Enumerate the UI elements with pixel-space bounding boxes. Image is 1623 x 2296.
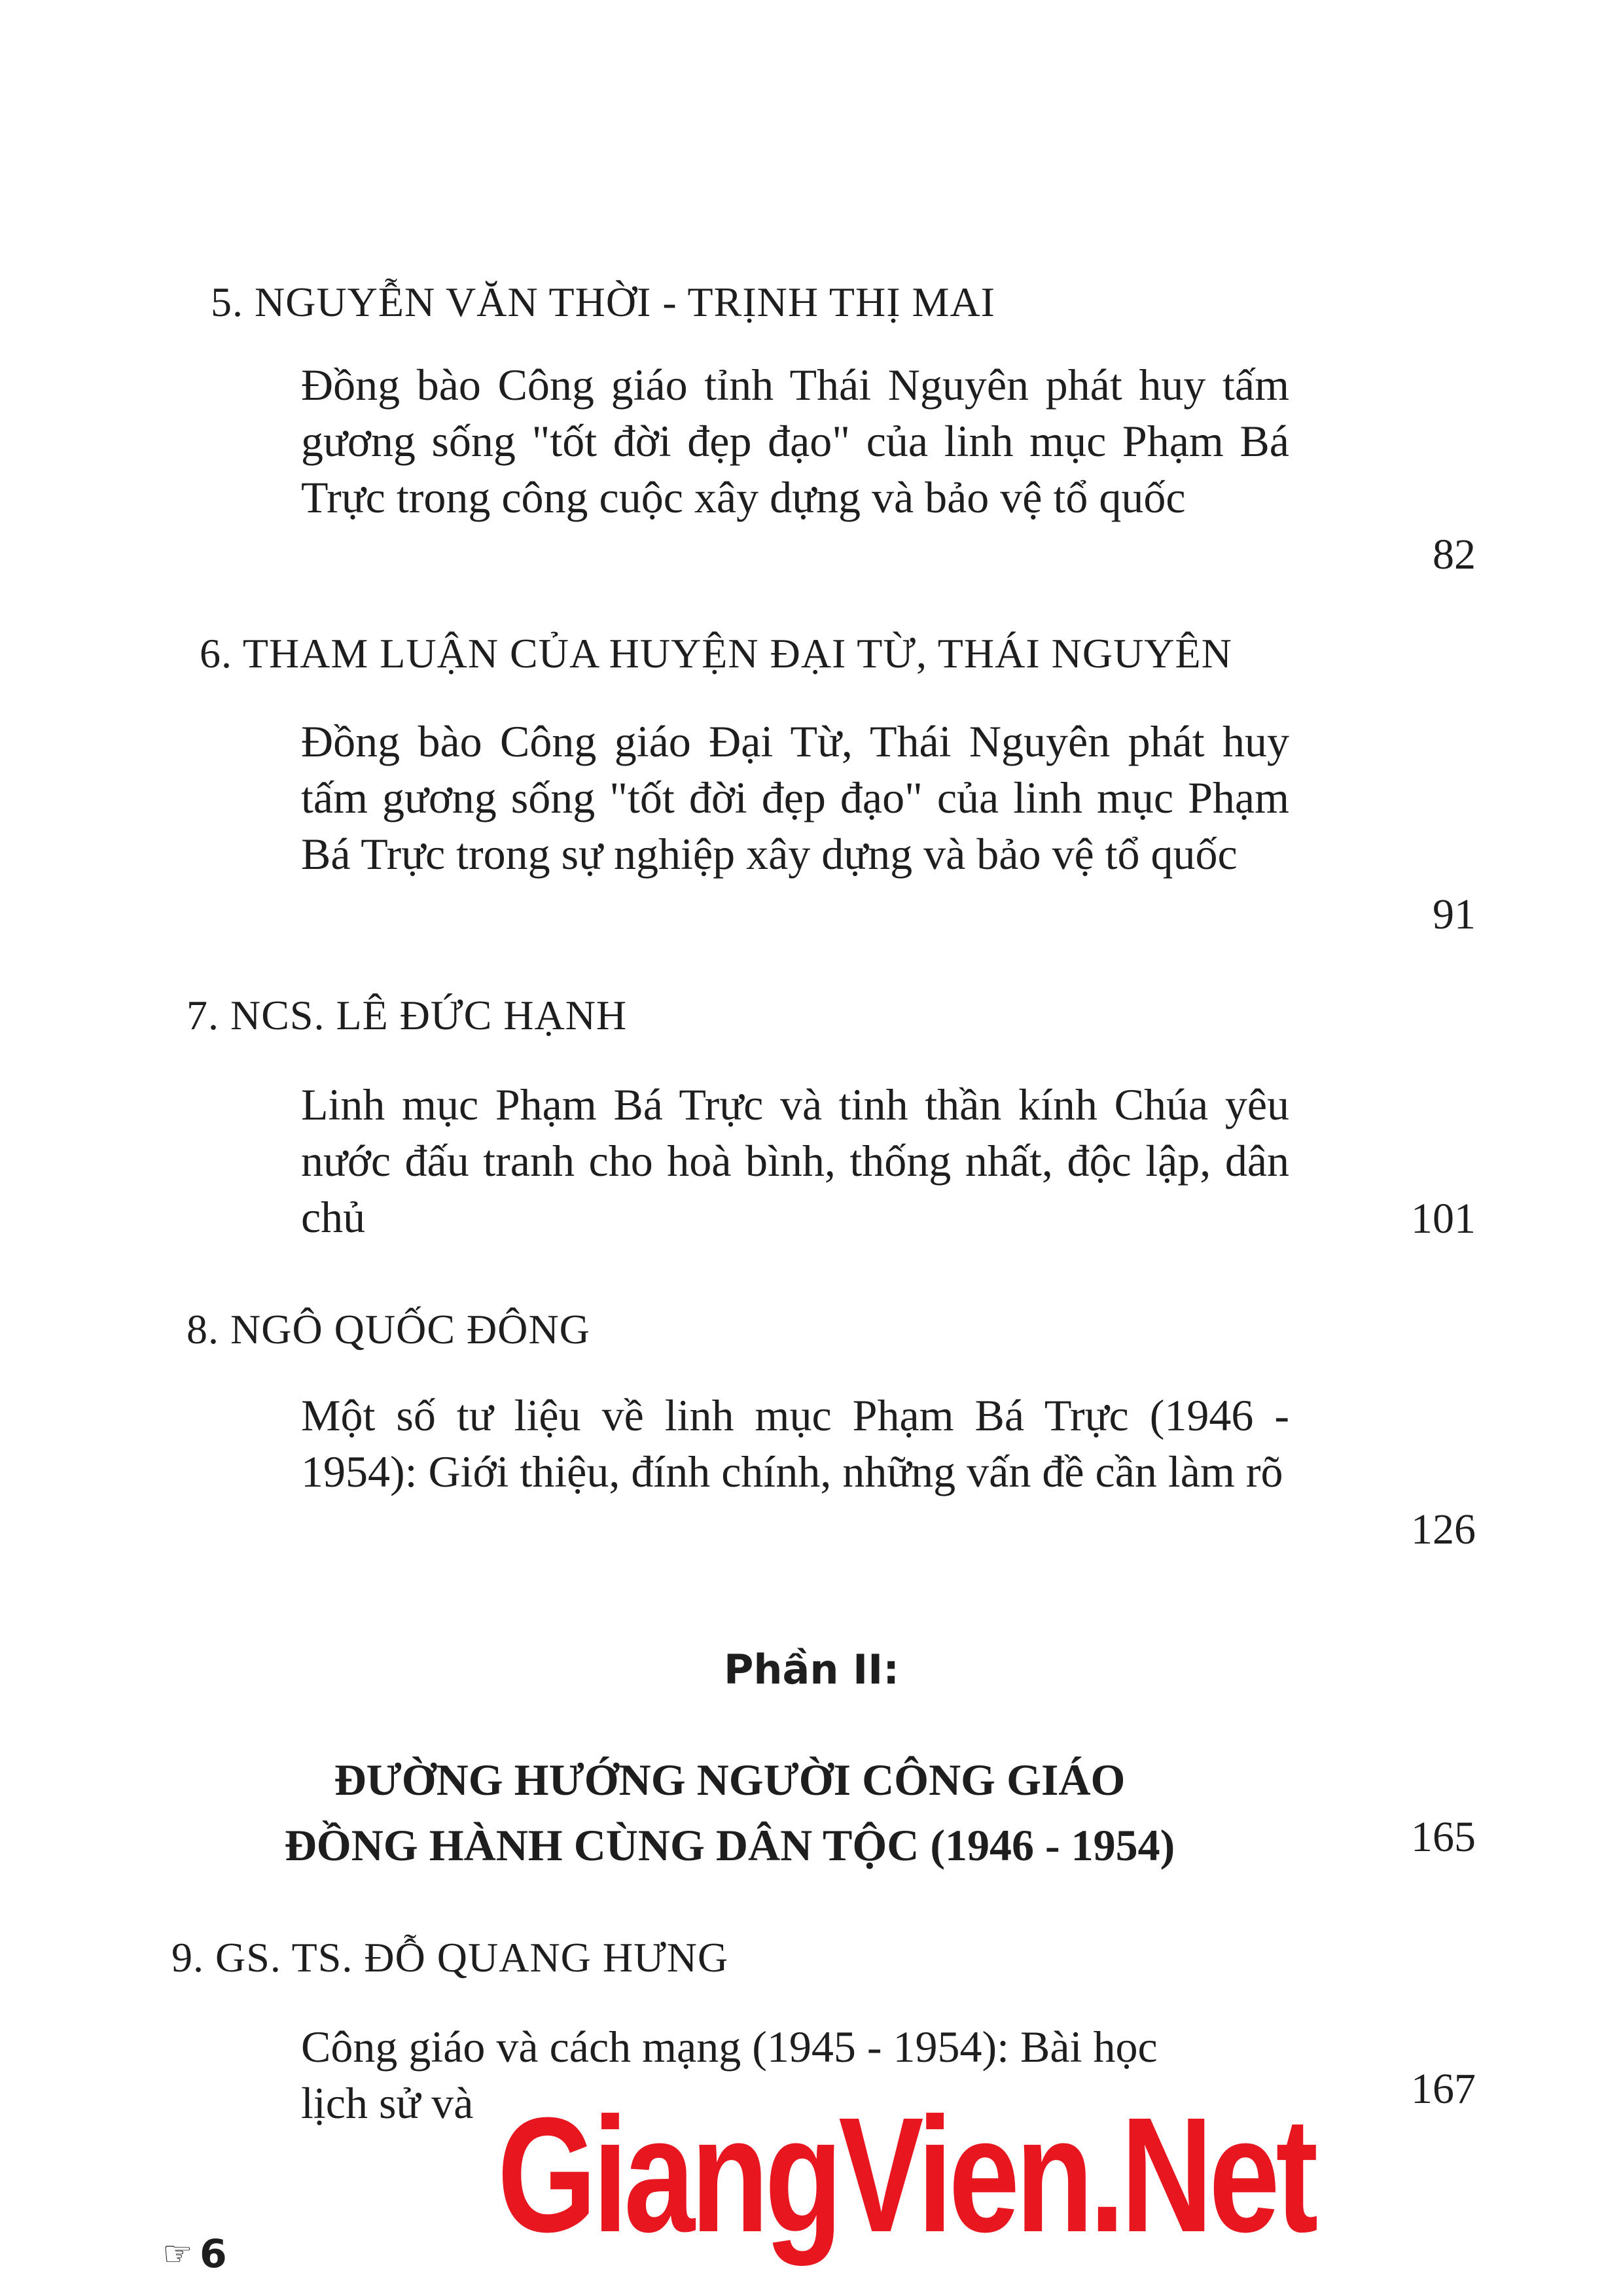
entry-page-number: 91 [1433, 891, 1476, 938]
section-title [216, 1747, 1243, 1878]
section-title-line: ĐỒNG HÀNH CÙNG DÂN TỘC (1946 - 1954) [284, 1820, 1175, 1870]
entry-description: Đồng bào Công giáo Đại Từ, Thái Nguyên phát huy tấm gương sống "tốt đời đẹp đạo" của linh mục Phạm Bá Trực trong sự nghiệp xây dựng và bảo vệ tổ quốc [301, 716, 1289, 879]
pointing-hand-icon: ☞ [162, 2234, 193, 2274]
description-line: lịch sử và [301, 2078, 474, 2128]
entry-description: Linh mục Phạm Bá Trực và tinh thần kính Chúa yêu nước đấu tranh cho hoà bình, thống nhất, độc lập, dân chủ [301, 1080, 1289, 1242]
entry-description: Đồng bào Công giáo tỉnh Thái Nguyên phát huy tấm gương sống "tốt đời đẹp đạo" của linh mục Phạm Bá Trực trong công cuộc xây dựng và bảo vệ tổ quốc [301, 360, 1289, 522]
entry-author: 5. NGUYỄN VĂN THỜI - TRỊNH THỊ MAI [211, 279, 995, 325]
entry-page-number: 167 [1411, 2065, 1476, 2113]
entry-page-number: 101 [1411, 1195, 1476, 1243]
entry-author: 9. GS. TS. ĐỖ QUANG HƯNG [171, 1934, 729, 1981]
footer-page-number: 6 [200, 2231, 227, 2277]
entry-author: 8. NGÔ QUỐC ĐÔNG [187, 1306, 590, 1352]
entry-author: 6. THAM LUẬN CỦA HUYỆN ĐẠI TỪ, THÁI NGUYÊN [200, 630, 1232, 677]
entry-page-number: 126 [1411, 1506, 1476, 1553]
section-label: Phần II: [723, 1646, 900, 1693]
entry-description: Một số tư liệu về linh mục Phạm Bá Trực (1946 - 1954): Giới thiệu, đính chính, những vấn đề cần làm rõ [301, 1390, 1289, 1496]
watermark: GiangVien.Net [497, 2083, 1315, 2266]
entry-page-number: 82 [1433, 531, 1476, 578]
section-page-number: 165 [1411, 1813, 1476, 1861]
entry-author: 7. NCS. LÊ ĐỨC HẠNH [187, 992, 628, 1038]
description-line: Công giáo và cách mạng (1945 - 1954): Bài học [301, 2022, 1158, 2072]
section-title-line: ĐƯỜNG HƯỚNG NGƯỜI CÔNG GIÁO [334, 1755, 1126, 1805]
